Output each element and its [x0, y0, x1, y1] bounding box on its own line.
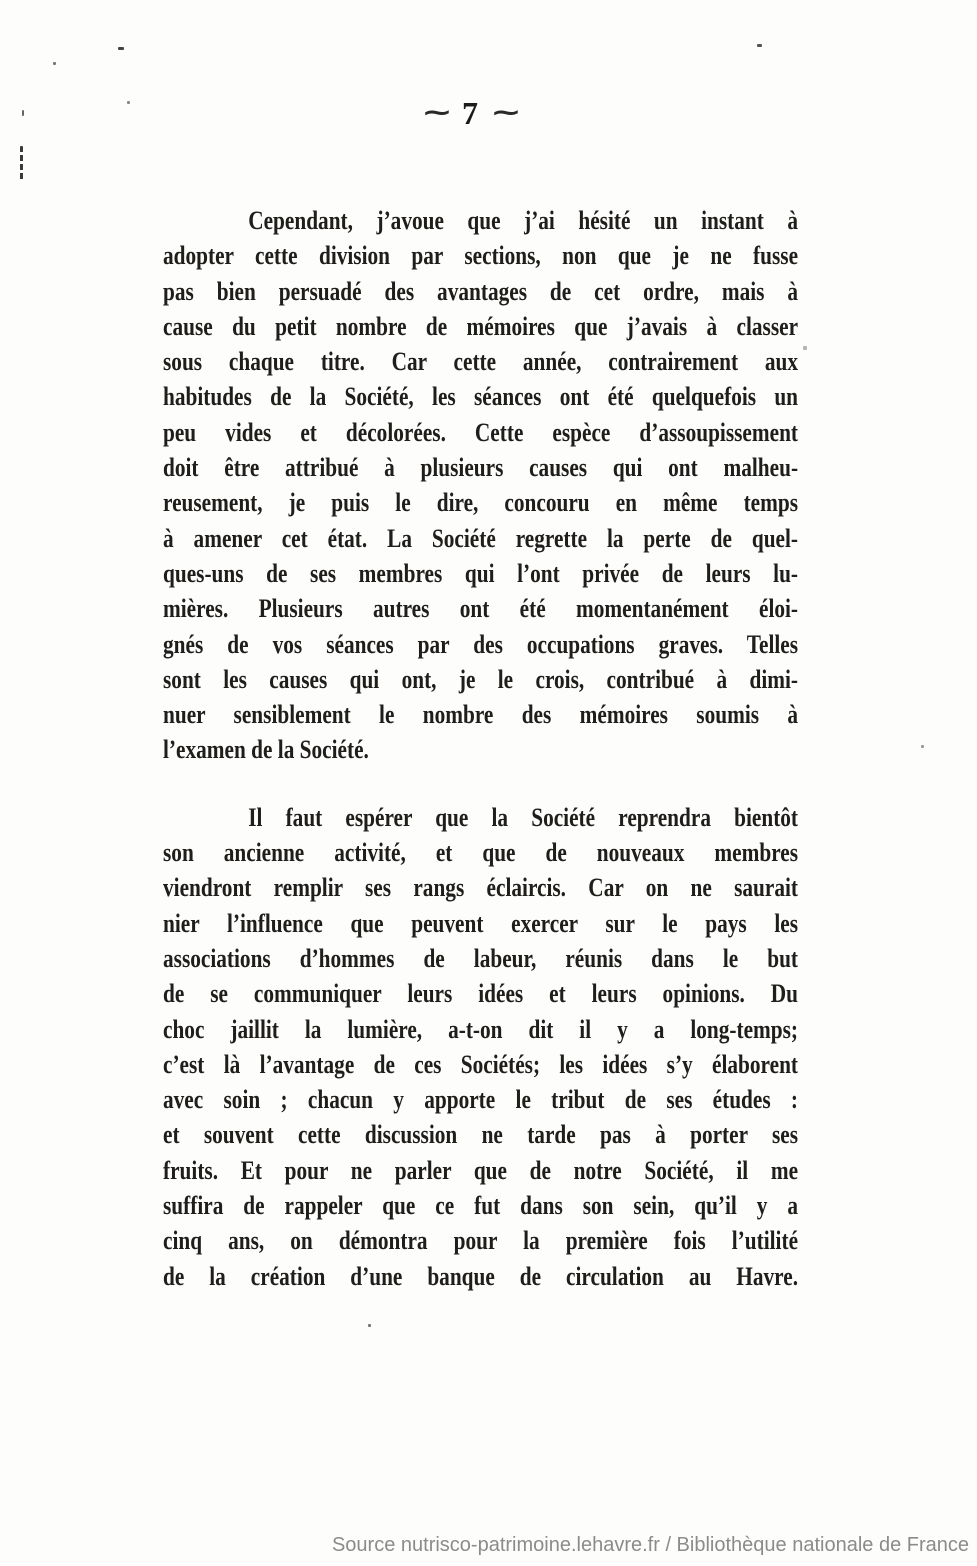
text-line: c’est là l’avantage de ces Sociétés; les idées s’y élaborent — [163, 1049, 799, 1079]
scan-speck — [22, 110, 24, 116]
text-block — [163, 203, 798, 1294]
scan-speck — [368, 1324, 371, 1327]
page-header — [0, 97, 940, 129]
text-line: gnés de vos séances par des occupations graves. Telles — [163, 629, 799, 659]
scan-speck — [803, 346, 807, 350]
text-line: choc jaillit la lumière, a-t-on dit il y a long-temps; — [163, 1014, 799, 1044]
text-line: nuer sensiblement le nombre des mémoires soumis à — [163, 700, 799, 730]
text-line: sont les causes qui ont, je le crois, contribué à dimi- — [163, 664, 799, 694]
text-line: viendront remplir ses rangs éclaircis. Car on ne saurait — [163, 873, 799, 903]
text-line: sous chaque titre. Car cette année, contrairement aux — [163, 347, 799, 377]
text-line: Cependant, j’avoue que j’ai hésité un instant à — [248, 206, 799, 235]
text-line: adopter cette division par sections, non que je ne fusse — [163, 241, 799, 271]
text-line: l’examen de la Société. — [163, 735, 369, 765]
scan-margin-artifact — [20, 146, 23, 180]
text-line: avec soin ; chacun y apporte le tribut de ses études : — [163, 1085, 799, 1115]
text-line: son ancienne activité, et que de nouveaux membres — [163, 838, 799, 868]
text-line: nier l’influence que peuvent exercer sur le pays les — [163, 908, 799, 938]
text-line: de la création d’une banque de circulation au Havre. — [163, 1261, 799, 1291]
text-line: cause du petit nombre de mémoires que j’avais à classer — [163, 311, 799, 341]
text-line: habitudes de la Société, les séances ont été quelquefois un — [163, 382, 799, 412]
text-line: suffira de rappeler que ce fut dans son sein, qu’il y a — [163, 1191, 799, 1221]
scan-speck — [127, 101, 130, 104]
scan-speck — [53, 62, 56, 65]
text-line: reusement, je puis le dire, concouru en même temps — [163, 488, 799, 518]
page-number: 7 — [462, 95, 478, 131]
text-line: et souvent cette discussion ne tarde pas à porter ses — [163, 1120, 799, 1150]
swung-dash-ornament-right: ⁓ — [493, 98, 516, 128]
text-line: associations d’hommes de labeur, réunis dans le but — [163, 943, 799, 973]
text-line: à amener cet état. La Société regrette la perte de quel- — [163, 523, 799, 553]
text-line: Il faut espérer que la Société reprendra bientôt — [248, 802, 799, 832]
text-line: pas bien persuadé des avantages de cet ordre, mais à — [163, 276, 799, 306]
paragraph — [163, 800, 798, 1294]
text-line: fruits. Et pour ne parler que de notre Société, il me — [163, 1155, 799, 1185]
text-line: mières. Plusieurs autres ont été momentanément éloi- — [163, 594, 799, 624]
text-line: cinq ans, on démontra pour la première fois l’utilité — [163, 1226, 799, 1256]
scan-speck — [921, 745, 924, 748]
text-line: peu vides et décolorées. Cette espèce d’assoupissement — [163, 417, 799, 447]
scan-speck — [757, 44, 762, 47]
scan-speck — [118, 47, 124, 50]
source-attribution: Source nutrisco-patrimoine.lehavre.fr / Bibliothèque nationale de France — [331, 1534, 969, 1556]
text-line: de se communiquer leurs idées et leurs opinions. Du — [163, 979, 799, 1009]
text-line: doit être attribué à plusieurs causes qui ont malheu- — [163, 453, 799, 483]
paragraph — [163, 203, 798, 768]
text-line: ques-uns de ses membres qui l’ont privée de leurs lu- — [163, 558, 799, 588]
swung-dash-ornament-left: ⁓ — [424, 98, 447, 128]
